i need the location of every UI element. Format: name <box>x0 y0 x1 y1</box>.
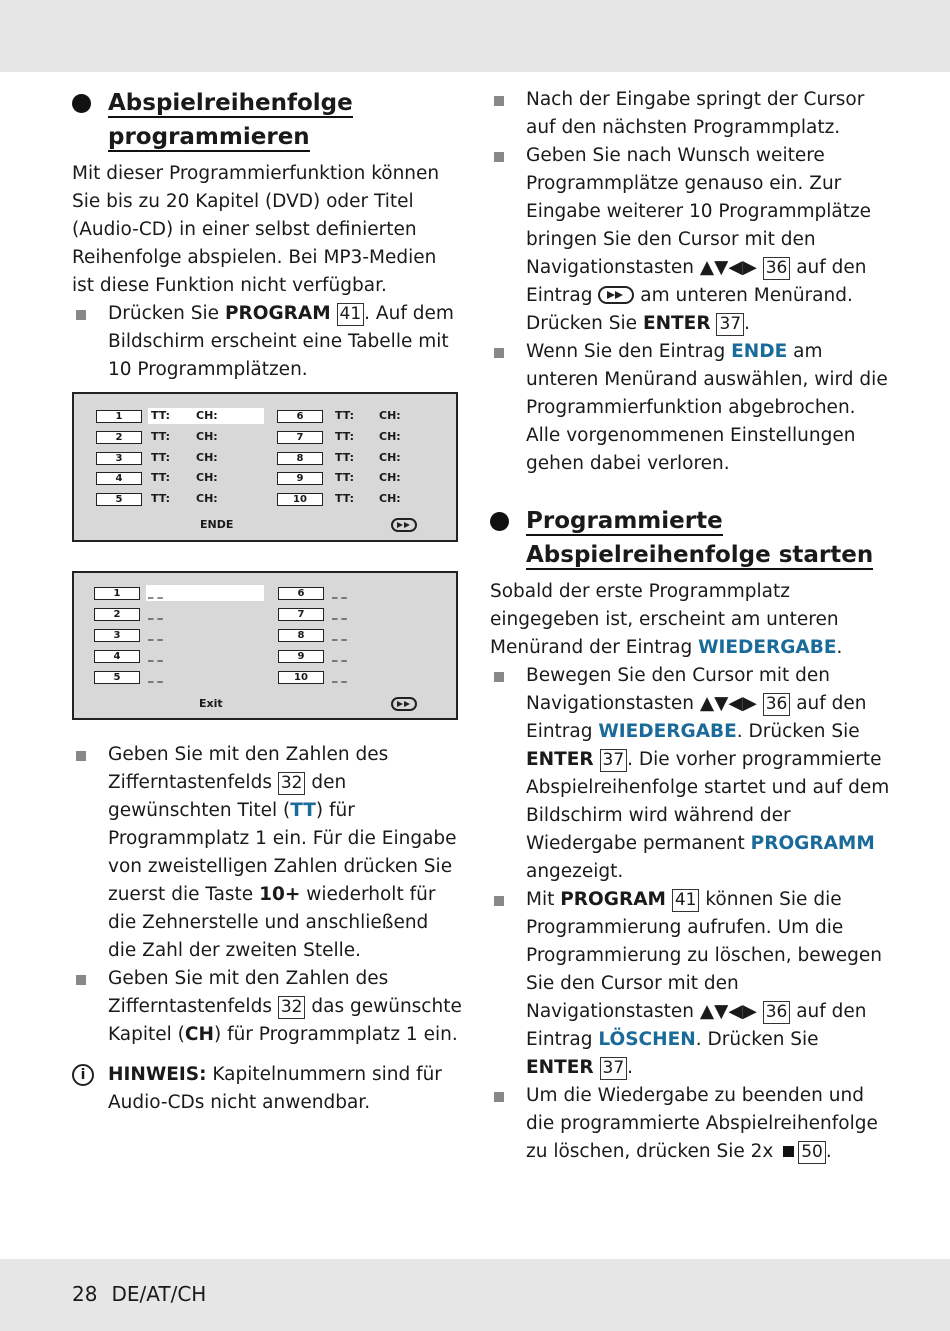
square-bullet-icon <box>494 896 504 906</box>
ende-menu-item[interactable]: ENDE <box>200 518 234 531</box>
section-heading-program <box>72 86 462 154</box>
program-slot: 6 <box>278 587 324 600</box>
ch-label: CH: <box>196 471 218 484</box>
program-slot: 8 <box>277 452 323 465</box>
program-slot: 9 <box>277 472 323 485</box>
square-bullet-icon <box>494 348 504 358</box>
note-hinweis: i HINWEIS: Kapitelnummern sind für Audio-CDs nicht anwendbar. <box>72 1061 462 1117</box>
reference-number: 37 <box>600 1057 628 1080</box>
program-slot: 5 <box>96 493 142 506</box>
program-slot: 10 <box>278 671 324 684</box>
program-slot: 4 <box>96 472 142 485</box>
reference-number: 32 <box>278 772 306 795</box>
empty-entry: _ _ <box>332 649 347 662</box>
exit-menu-item[interactable]: Exit <box>199 697 223 710</box>
ch-label: CH: <box>379 409 401 422</box>
ch-label: CH: <box>196 451 218 464</box>
reference-number: 37 <box>716 313 744 336</box>
square-bullet-icon <box>494 672 504 682</box>
tt-label: TT: <box>335 409 355 422</box>
program-slot: 3 <box>96 452 142 465</box>
program-slot: 2 <box>94 608 140 621</box>
square-bullet-icon <box>76 975 86 985</box>
empty-entry: _ _ <box>332 628 347 641</box>
cursor-highlight <box>146 585 264 601</box>
intro-paragraph: Mit dieser Programmierfunktion können Sie bis zu 20 Kapitel (DVD) oder Titel (Audio-CD) in einer selbst definierten Reihenfolge abspielen. Bei MP3-Medien ist diese Funktion nicht verfügbar. <box>72 163 440 296</box>
bullet-stop: Um die Wiedergabe zu beenden und die programmierte Abspielreihenfolge zu löschen, drücken Sie 2x 50 . <box>490 1082 890 1166</box>
reference-number: 37 <box>600 749 628 772</box>
section-heading-start <box>490 504 890 572</box>
info-icon: i <box>72 1064 94 1086</box>
program-slot: 6 <box>277 410 323 423</box>
bullet-enter-chapter: Geben Sie mit den Zahlen des Zifferntastenfelds 32 das gewünschte Kapitel (CH) für Programmplatz 1 ein. <box>72 965 462 1049</box>
square-bullet-icon <box>494 1092 504 1102</box>
fast-forward-icon <box>598 286 634 304</box>
program-slot: 10 <box>277 493 323 506</box>
heading-line-1: Abspielreihenfolge <box>108 90 353 116</box>
bullet-wiedergabe: Bewegen Sie den Cursor mit den Navigationstasten ▲▼◀▶ 36 auf den Eintrag WIEDERGABE. Drücken Sie ENTER 37 . Die vorher programmierte Abspielreihenfolge startet und auf dem Bildschirm wird während der Wiedergabe permanent PROGRAMM angezeigt. <box>490 662 890 886</box>
bullet-more-slots: Geben Sie nach Wunsch weitere Programmplätze genauso ein. Zur Eingabe weiterer 10 Programmplätze bringen Sie den Cursor mit den Navigationstasten ▲▼◀▶ 36 auf den Eintrag am unteren Menürand. Drücken Sie ENTER 37 . <box>490 142 890 338</box>
square-bullet-icon <box>494 152 504 162</box>
empty-entry: _ _ <box>148 607 163 620</box>
left-column <box>72 86 462 384</box>
stop-icon <box>783 1146 794 1157</box>
program-slot: 3 <box>94 629 140 642</box>
left-column-lower <box>72 741 462 1136</box>
intro-paragraph-2: Sobald der erste Programmplatz eingegeben ist, erscheint am unteren Menürand der Eintrag WIEDERGABE. <box>490 581 843 658</box>
reference-number: 36 <box>763 257 791 280</box>
tt-label: TT: <box>151 430 171 443</box>
program-slot: 8 <box>278 629 324 642</box>
program-slot: 1 <box>96 410 142 423</box>
empty-entry: _ _ <box>148 586 163 599</box>
ch-label: CH: <box>379 471 401 484</box>
tt-label: TT: <box>335 471 355 484</box>
reference-number: 36 <box>763 693 791 716</box>
page-number: 28 <box>72 1282 98 1306</box>
reference-number: 41 <box>337 303 365 326</box>
empty-entry: _ _ <box>148 628 163 641</box>
reference-number: 50 <box>798 1141 826 1164</box>
tt-label: TT: <box>335 451 355 464</box>
program-slot: 1 <box>94 587 140 600</box>
reference-number: 36 <box>763 1001 791 1024</box>
square-bullet-icon <box>76 751 86 761</box>
heading-line-1: Programmierte <box>526 508 723 534</box>
bullet-loeschen: Mit PROGRAM 41 können Sie die Programmierung aufrufen. Um die Programmierung zu löschen, bewegen Sie den Cursor mit den Navigationstasten ▲▼◀▶ 36 auf den Eintrag LÖSCHEN. Drücken Sie ENTER 37 . <box>490 886 890 1082</box>
tt-label: TT: <box>335 492 355 505</box>
heading-line-2: programmieren <box>108 124 310 150</box>
ch-label: CH: <box>379 451 401 464</box>
reference-number: 41 <box>672 889 700 912</box>
tt-label: TT: <box>151 451 171 464</box>
program-slot: 4 <box>94 650 140 663</box>
region-label: DE/AT/CH <box>111 1282 207 1306</box>
square-bullet-icon <box>494 96 504 106</box>
empty-entry: _ _ <box>148 670 163 683</box>
ch-label: CH: <box>379 492 401 505</box>
empty-entry: _ _ <box>332 607 347 620</box>
tt-label: TT: <box>335 430 355 443</box>
bullet-press-program: Drücken Sie PROGRAM 41 . Auf dem Bildschirm erscheint eine Tabelle mit 10 Programmplätzen. <box>72 300 462 384</box>
program-slot: 9 <box>278 650 324 663</box>
program-slot: 7 <box>278 608 324 621</box>
program-slot: 7 <box>277 431 323 444</box>
ch-label: CH: <box>196 430 218 443</box>
ch-label: CH: <box>196 409 218 422</box>
bullet-cursor-jumps: Nach der Eingabe springt der Cursor auf den nächsten Programmplatz. <box>490 86 890 142</box>
empty-entry: _ _ <box>332 586 347 599</box>
top-band <box>0 0 950 72</box>
empty-entry: _ _ <box>332 670 347 683</box>
fast-forward-icon[interactable] <box>391 518 417 532</box>
tt-label: TT: <box>151 471 171 484</box>
program-slot: 2 <box>96 431 142 444</box>
ch-label: CH: <box>196 492 218 505</box>
tt-label: TT: <box>151 409 171 422</box>
bullet-ende: Wenn Sie den Eintrag ENDE am unteren Menürand auswählen, wird die Programmierfunktion abgebrochen. Alle vorgenommenen Einstellungen gehen dabei verloren. <box>490 338 890 478</box>
program-slot: 5 <box>94 671 140 684</box>
page-footer <box>72 1282 220 1306</box>
program-table-screen <box>72 392 458 542</box>
bullet-enter-title: Geben Sie mit den Zahlen des Zifferntastenfelds 32 den gewünschten Titel (TT) für Programmplatz 1 ein. Für die Eingabe von zweistelligen Zahlen drücken Sie zuerst die Taste 10+ wiederholt für die Zehnerstelle und anschließend die Zahl der zweiten Stelle. <box>72 741 462 965</box>
square-bullet-icon <box>76 310 86 320</box>
fast-forward-icon[interactable] <box>391 697 417 711</box>
heading-line-2: Abspielreihenfolge starten <box>526 542 874 568</box>
right-column <box>490 86 890 1166</box>
program-input-screen <box>72 571 458 720</box>
bullet-dot-icon <box>490 512 509 531</box>
reference-number: 32 <box>278 996 306 1019</box>
empty-entry: _ _ <box>148 649 163 662</box>
bullet-dot-icon <box>72 94 91 113</box>
tt-label: TT: <box>151 492 171 505</box>
ch-label: CH: <box>379 430 401 443</box>
